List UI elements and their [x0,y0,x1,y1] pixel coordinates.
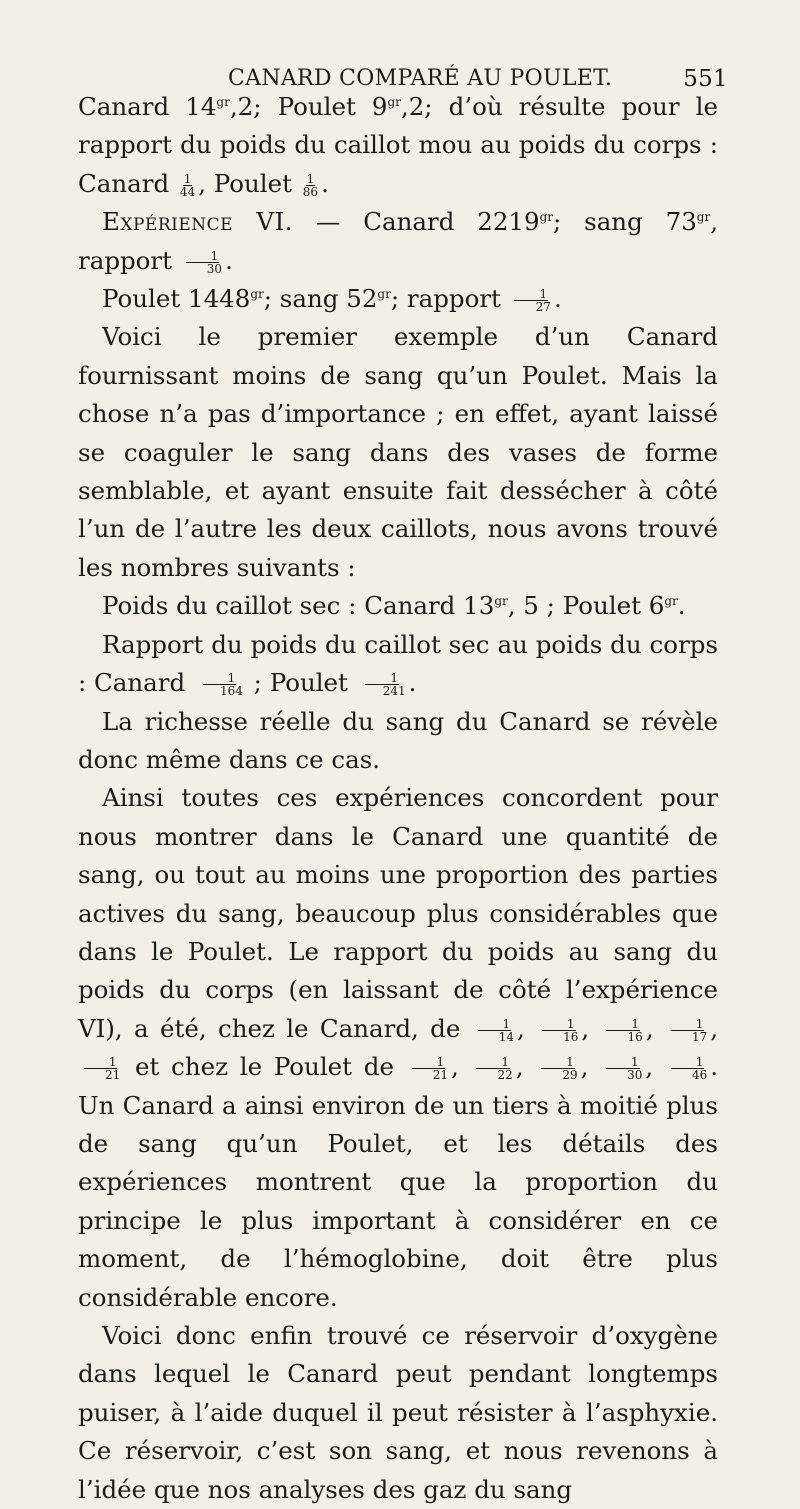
body-text [78,88,718,1509]
paragraph-dry-clot: Poids du caillot sec : Canard $13^{gr}$, 5 ; Poulet $6^{gr}$. [102,591,686,621]
fraction: $\frac{1}{86}$ [302,171,319,199]
poulet-ratios: $\frac{1}{21}$ , $\frac{1}{22}$ , $\frac{1}{29}$ , $\frac{1}{30}$ , $\frac{1}{46}$ [406,1052,711,1081]
fraction: $\frac{1}{22}$ [473,1056,514,1081]
paragraph-richness: La richesse réelle du sang du Canard se révèle donc même dans ce cas. [78,706,718,774]
paragraph-experience-vi: Expérience VI. — Canard $2219^{gr}$; sang $73^{gr}$, rapport $\frac{1}{30}$ . [78,207,718,276]
fraction: $\frac{1}{164}$ [195,672,244,697]
paragraph-first-example: Voici le premier exemple d’un Canard fournissant moins de sang qu’un Poulet. Mais la chose n’a pas d’importance ; en effet, ayant laissé se coaguler le sang dans des vases de forme semblable, et ayant ensuite fait dessécher à côté l’un de l’autre les deux caillots, nous avons trouvé les nombres suivants : [78,322,718,582]
fraction: $\frac{1}{30}$ [602,1056,643,1081]
paragraph-conclusion: Ainsi toutes ces expériences concordent pour nous montrer dans le Canard une quantité de sang, ou tout au moins une proportion des parties actives du sang, beaucoup plus considérables que dans le Poulet. Le rapport du poids au sang du poids du corps (en laissant de côté l’expérience VI), a été, chez le Canard, de $\frac{1}{14}$ , $\frac{1}{16}$ , $\frac{1}{16}$ , $\frac{1}{17}$ , $\frac{1}{21}$ et chez le Poulet de $\frac{1}{21}$ , $\frac{1}{22}$ , $\frac{1}{29}$ , $\frac{1}{30}$ , $\frac{1}{46}$ . Un Canard a ainsi environ de un tiers à moitié plus de sang qu’un Poulet, et les détails des expériences montrent que la proportion du principe le plus important à considérer en ce moment, de l’hémoglobine, doit être plus considérable encore. [78,783,719,1312]
fraction: $\frac{1}{17}$ [667,1018,708,1043]
fraction: $\frac{1}{14}$ [474,1018,515,1043]
canard-ratios: $\frac{1}{14}$ , $\frac{1}{16}$ , $\frac{1}{16}$ , $\frac{1}{17}$ , $\frac{1}{21}$ [78,1014,718,1081]
fraction: $\frac{1}{16}$ [603,1018,644,1043]
fraction: $\frac{1}{30}$ [182,250,223,275]
fraction: $\frac{1}{16}$ [538,1018,579,1043]
fraction: $\frac{1}{46}$ [667,1056,708,1081]
fraction: $\frac{1}{241}$ [358,672,407,697]
running-title: CANARD COMPARÉ AU POULET. [228,66,613,91]
paragraph-ratio: Rapport du poids du caillot sec au poids du corps : Canard $\frac{1}{164}$ ; Poulet $\frac{1}{241}$ . [78,629,718,699]
experience-label: Expérience VI. [102,207,294,237]
fraction: $\frac{1}{21}$ [80,1056,121,1081]
fraction: $\frac{1}{27}$ [511,288,552,313]
paragraph-measurements: Canard $14^{gr},2$; Poulet $9^{gr},2$; d’où résulte pour le rapport du poids du caillot mou au poids du corps : Canard $\frac{1}{44}$ , Poulet $\frac{1}{86}$ . [78,92,718,199]
page-number: 551 [683,66,728,92]
fraction: $\frac{1}{21}$ [408,1056,449,1081]
paragraph-oxygen-reservoir: Voici donc enfin trouvé ce réservoir d’oxygène dans lequel le Canard peut pendant longtemps puiser, à l’aide duquel il peut résister à l’asphyxie. Ce réservoir, c’est son sang, et nous revenons à l’idée que nos analyses des gaz du sang [78,1321,718,1504]
fraction: $\frac{1}{44}$ [179,171,196,199]
fraction: $\frac{1}{29}$ [537,1056,578,1081]
paragraph-poulet-result: Poulet $1448^{gr}$; sang $52^{gr}$; rapport $\frac{1}{27}$ . [102,284,562,315]
